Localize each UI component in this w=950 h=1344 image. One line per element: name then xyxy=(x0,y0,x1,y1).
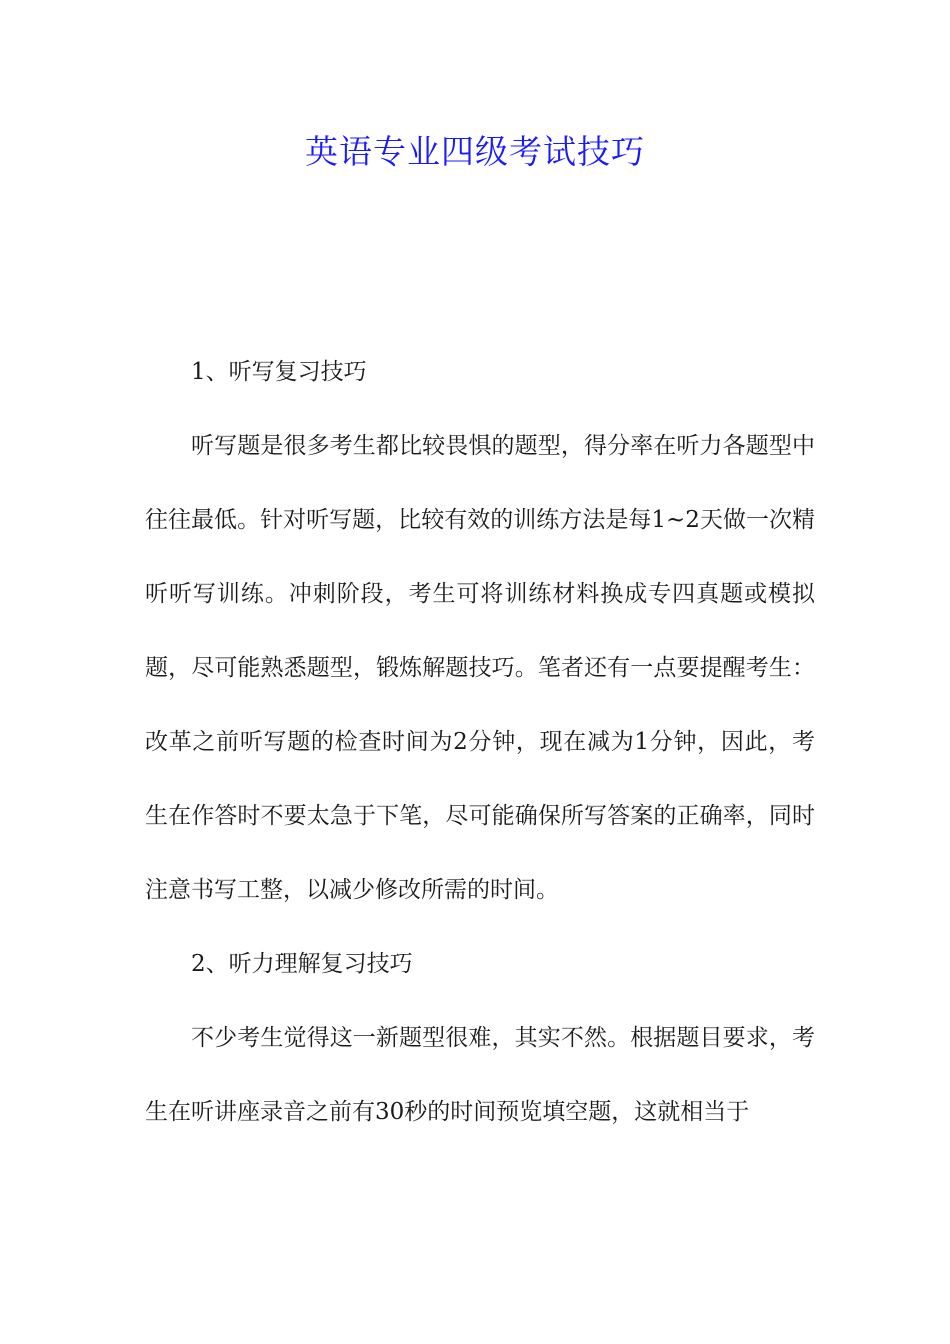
document-title: 英语专业四级考试技巧 xyxy=(305,132,645,171)
paragraph-dictation: 听写题是很多考生都比较畏惧的题型，得分率在听力各题型中往往最低。针对听写题，比较有效的训练方法是每1~2天做一次精听听写训练。冲刺阶段，考生可将训练材料换成专四真题或模拟题，尽可能熟悉题型，锻炼解题技巧。笔者还有一点要提醒考生：改革之前听写题的检查时间为2分钟，现在减为1分钟，因此，考生在作答时不要太急于下笔，尽可能确保所写答案的正确率，同时注意书写工整，以减少修改所需的时间。 xyxy=(145,433,815,903)
section-heading-listening: 2、听力理解复习技巧 xyxy=(191,951,413,977)
document-body xyxy=(145,335,815,1149)
paragraph-listening: 不少考生觉得这一新题型很难，其实不然。根据题目要求，考生在听讲座录音之前有30秒的时间预览填空题，这就相当于 xyxy=(145,1025,815,1125)
section-heading-dictation: 1、听写复习技巧 xyxy=(191,359,367,385)
